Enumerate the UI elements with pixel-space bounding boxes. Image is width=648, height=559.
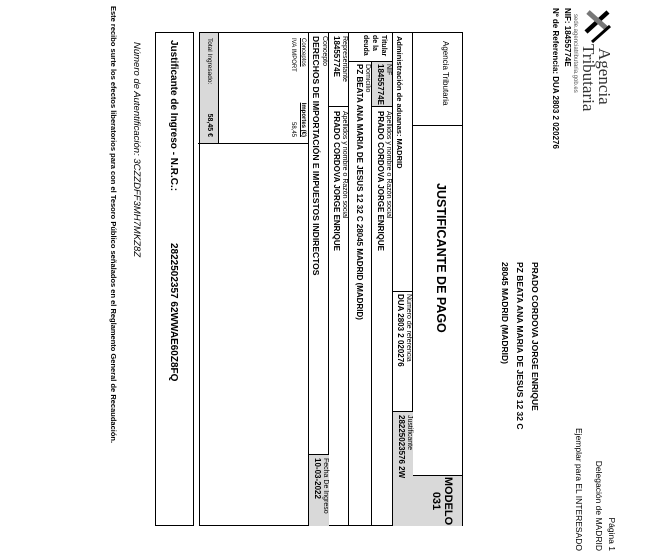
nif-label: NIF [385,64,392,76]
logo-url: sede.agenciatributaria.gob.es [572,14,578,93]
domicilio-value: PZ BEATA ANA MARIA DE JESUS 12 32 C 28045 MADRID (MADRID) [355,64,364,320]
concept-amount: 58,45 [290,121,296,137]
representative-name-label: Apellidos y nombre o Razón social [341,111,348,219]
reference-cell [396,294,412,412]
form-title: JUSTIFICANTE DE PAGO [434,183,448,333]
justificante-value: 28225023576 2W [397,415,406,479]
addressee-city: 28045 MADRID (MADRID) [500,262,510,365]
total-value: 58,45 € [206,113,213,137]
surnames-label: Apellidos y nombre o Razón social [385,111,392,219]
logo-text-tributaria: Tributaria [579,44,598,112]
auth-code: Número de Autentificación: 3CZZDFF3MH7MKZ8Z [131,42,142,258]
concepto-label: Concepto [321,36,328,66]
representative-name-cell [332,111,348,491]
concepto-cell [311,36,328,396]
representative-nif: 18455774E [332,36,341,77]
representative-name: PRADO CORDOVA JORGE ENRIQUE [332,111,341,252]
representative-cell [332,36,348,106]
amount-header: Importes (€) [300,102,306,137]
surnames-value: PRADO CORDOVA JORGE ENRIQUE [376,111,385,252]
representative-label: Representante [341,36,348,82]
nif-cell [372,62,392,106]
modelo-number: 031 [430,491,442,511]
titular-label: Titular de la deuda [362,35,387,57]
domicilio-cell [355,64,371,524]
logo-text-agencia: Agencia [595,48,614,105]
modelo-box [413,475,462,526]
nrc-label: Justificante de Ingreso - N.R.C.: [168,40,179,192]
modelo-label: MODELO [442,476,454,526]
legal-note: Este recibo surte los efectos liberatorios para con el Tesoro Público señalados en el Reglamento General de Recaudación. [109,6,118,444]
total-label: Total Ingresado: [206,38,213,85]
page-number: Página 1 [607,517,617,551]
justificante-label: Justificante [406,415,413,451]
reference-line: Nº de Referencia: DUA 2803 2 020276 [551,8,560,149]
fecha-value: 10-03-2022 [313,458,322,499]
nrc-box [155,32,194,526]
form-agency-label: Agencia Tributaria [441,41,450,106]
surnames-cell [376,111,392,491]
addressee-street: PZ BEATA ANA MARIA DE JESUS 12 32 C [515,262,525,430]
agency-logo-icon [576,8,616,46]
nif-line: NIF: 18455774E [563,8,572,67]
payment-form [199,32,463,526]
concept-header: Conceptos [300,38,306,67]
reference-value: DUA 2803 2 020276 [396,294,405,367]
nrc-value: 2822502357 62WWAE60Z8FQ [168,243,179,382]
concept-table [199,33,309,143]
fecha-label: Fecha De Ingreso [322,458,329,514]
concepto-value: DERECHOS DE IMPORTACIÓN E IMPUESTOS INDIRECTOS [311,36,321,276]
delegation: Delegación de MADRID [594,460,604,551]
nif-value: 18455774E [376,64,385,105]
domicilio-label: Domicilio [364,64,371,93]
addressee-name: PRADO CORDOVA JORGE ENRIQUE [530,262,540,411]
copy-label: Ejemplar para EL INTERESADO [574,428,584,551]
addressee-block [497,262,542,492]
justificante-cell [393,411,413,526]
concept-item: IVA IMPORT [290,38,296,72]
administration: Administración de aduanas: MADRID [395,36,404,169]
fecha-cell [309,454,329,526]
reference-label: Número de referencia [405,294,412,362]
